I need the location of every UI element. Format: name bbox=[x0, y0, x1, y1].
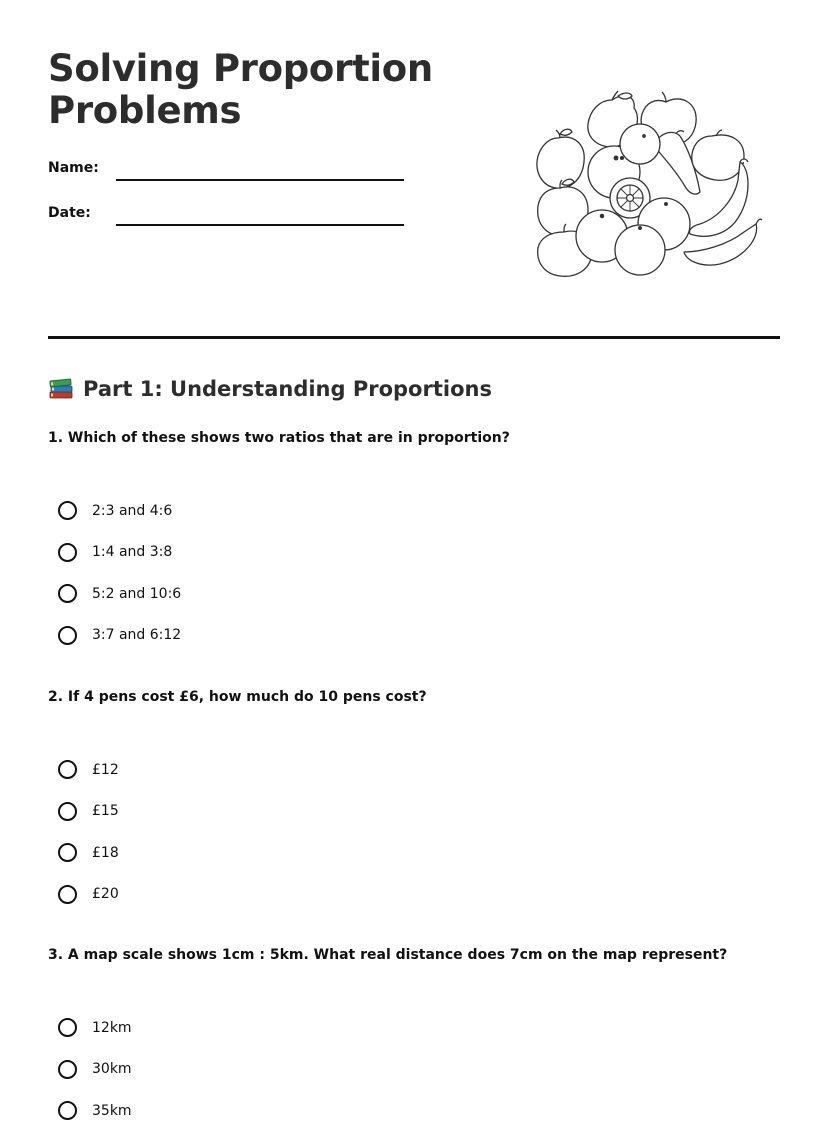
answer-options bbox=[58, 749, 119, 915]
radio-button[interactable] bbox=[58, 843, 77, 862]
option-label: 12km bbox=[92, 1019, 132, 1036]
question-1 bbox=[48, 428, 788, 644]
answer-option[interactable] bbox=[58, 874, 119, 916]
radio-button[interactable] bbox=[58, 501, 77, 520]
section-title: Part 1: Understanding Proportions bbox=[83, 377, 492, 401]
answer-option[interactable] bbox=[58, 832, 119, 874]
question-text: 1. Which of these shows two ratios that are in proportion? bbox=[48, 430, 510, 446]
radio-button[interactable] bbox=[58, 885, 77, 904]
page-title-line-2: Problems bbox=[48, 89, 242, 132]
question-2 bbox=[48, 687, 788, 903]
question-3 bbox=[48, 945, 788, 1119]
radio-button[interactable] bbox=[58, 1101, 77, 1120]
answer-option[interactable] bbox=[58, 615, 181, 657]
option-label: 2:3 and 4:6 bbox=[92, 502, 173, 519]
answer-options bbox=[58, 1007, 132, 1132]
option-label: 3:7 and 6:12 bbox=[92, 627, 182, 644]
radio-button[interactable] bbox=[58, 626, 77, 645]
option-label: 1:4 and 3:8 bbox=[92, 544, 173, 561]
option-label: 35km bbox=[92, 1102, 132, 1119]
fruit-bowl-outline-icon bbox=[530, 88, 765, 283]
name-label: Name: bbox=[48, 160, 99, 176]
date-label: Date: bbox=[48, 205, 91, 221]
option-label: £15 bbox=[92, 803, 119, 820]
page-title bbox=[48, 48, 488, 132]
books-icon bbox=[48, 376, 74, 402]
option-label: £12 bbox=[92, 761, 119, 778]
section-divider bbox=[48, 336, 780, 339]
radio-button[interactable] bbox=[58, 584, 77, 603]
answer-option[interactable] bbox=[58, 1007, 132, 1049]
question-text: 2. If 4 pens cost £6, how much do 10 pens cost? bbox=[48, 689, 427, 705]
answer-option[interactable] bbox=[58, 1090, 132, 1132]
date-field[interactable] bbox=[48, 203, 408, 227]
radio-button[interactable] bbox=[58, 760, 77, 779]
answer-option[interactable] bbox=[58, 791, 119, 833]
name-underline[interactable] bbox=[116, 179, 404, 181]
answer-option[interactable] bbox=[58, 1049, 132, 1091]
date-underline[interactable] bbox=[116, 224, 404, 226]
section-heading bbox=[48, 374, 492, 404]
answer-option[interactable] bbox=[58, 749, 119, 791]
name-field[interactable] bbox=[48, 158, 408, 182]
option-label: 5:2 and 10:6 bbox=[92, 585, 182, 602]
radio-button[interactable] bbox=[58, 802, 77, 821]
radio-button[interactable] bbox=[58, 543, 77, 562]
answer-option[interactable] bbox=[58, 573, 181, 615]
option-label: £20 bbox=[92, 886, 119, 903]
question-text: 3. A map scale shows 1cm : 5km. What real distance does 7cm on the map represent? bbox=[48, 947, 728, 963]
answer-option[interactable] bbox=[58, 532, 181, 574]
answer-options bbox=[58, 490, 181, 656]
radio-button[interactable] bbox=[58, 1060, 77, 1079]
answer-option[interactable] bbox=[58, 490, 181, 532]
option-label: 30km bbox=[92, 1061, 132, 1078]
page-title-line-1: Solving Proportion bbox=[48, 47, 433, 90]
radio-button[interactable] bbox=[58, 1018, 77, 1037]
option-label: £18 bbox=[92, 844, 119, 861]
